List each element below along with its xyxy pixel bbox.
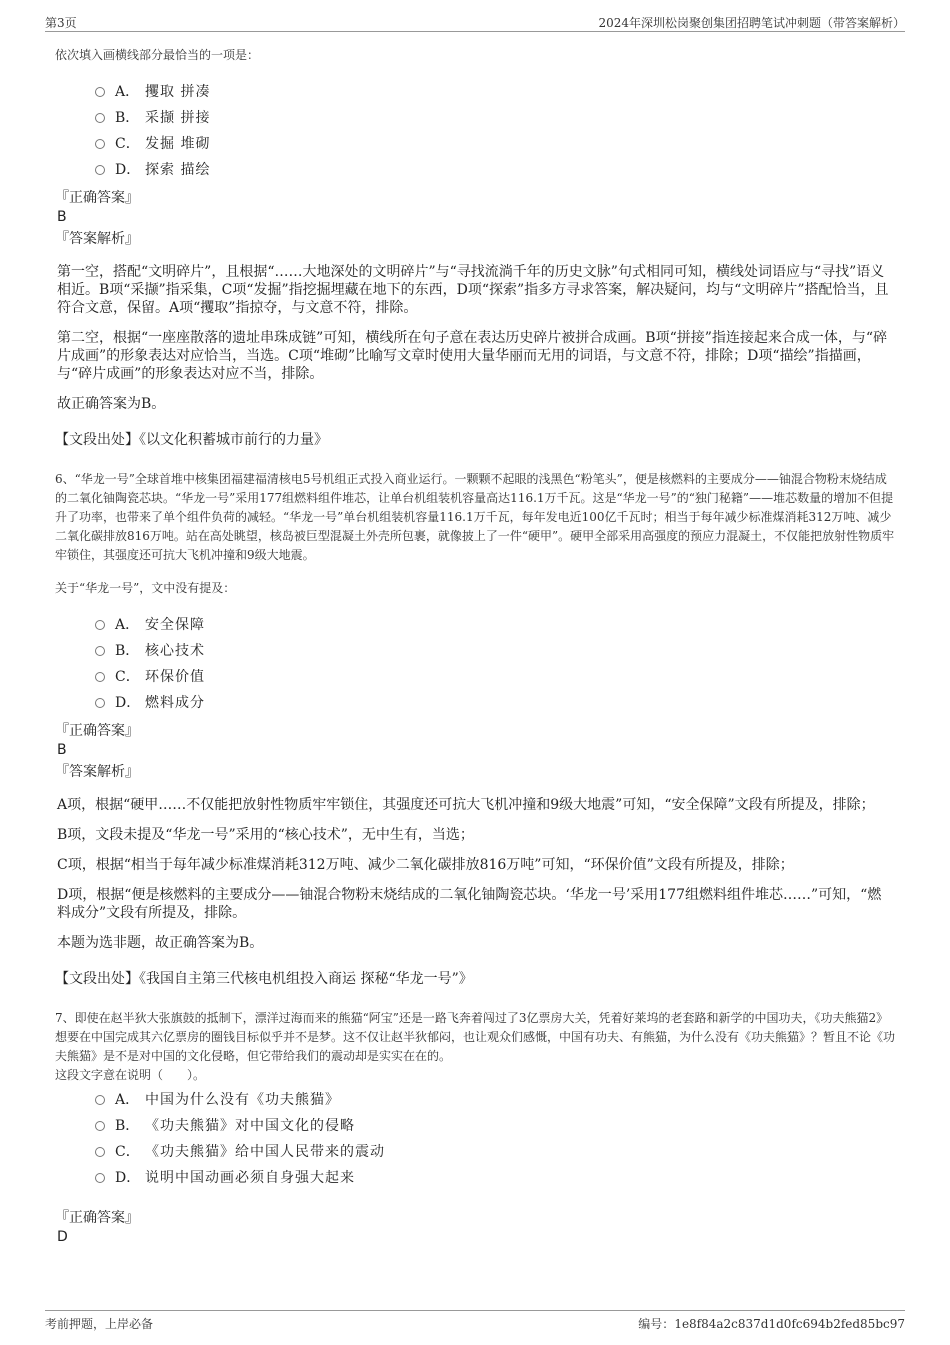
option-letter: A． (115, 617, 140, 633)
answer-label: 『正确答案』 (55, 190, 139, 206)
radio-button[interactable] (95, 620, 105, 630)
document-code (638, 1315, 905, 1332)
document-title: 2024年深圳松岗聚创集团招聘笔试冲刺题（带答案解析） (598, 16, 905, 30)
page-footer (45, 1310, 905, 1332)
option-d[interactable] (95, 689, 895, 715)
explanation-paragraph: A项，根据“硬甲……不仅能把放射性物质牢牢锁住，其强度还可抗大飞机冲撞和9级大地震”可知，“安全保障”文段有所提及，排除； (57, 797, 875, 813)
option-a[interactable] (95, 611, 895, 637)
question-stem: 6、“华龙一号”全球首堆中核集团福建福清核电5号机组正式投入商业运行。一颗颗不起眼的浅黑色“粉笔头”，便是核燃料的主要成分——铀混合物粉末烧结成的二氧化铀陶瓷芯块。“华龙一号”采用177组燃料组件堆芯，让单台机组装机容量高达116.1万千瓦。这是“华龙一号”的“独门秘籍”——堆芯数量的增加不但提升了功率，也带来了单个组件负荷的减轻。“华龙一号”单台机组装机容量116.1万千瓦，每年发电近100亿千瓦时；相当于每年减少标准煤消耗312万吨、减少二氧化碳排放816万吨。站在高处眺望，核岛被巨型混凝土外壳所包裹，就像披上了一件“硬甲”。硬甲全部采用高强度的预应力混凝土，不仅能把放射性物质牢牢锁住，其强度还可抗大飞机冲撞和9级大地震。 (55, 472, 895, 562)
option-text: 核心技术 (145, 643, 205, 659)
explanation-label: 『答案解析』 (55, 764, 139, 780)
option-letter: D． (115, 1170, 141, 1186)
option-letter: B． (115, 110, 140, 126)
option-text: 中国为什么没有《功夫熊猫》 (145, 1092, 340, 1108)
option-text: 采撷 拼接 (145, 110, 211, 126)
radio-button[interactable] (95, 698, 105, 708)
radio-button[interactable] (95, 1095, 105, 1105)
option-letter: B． (115, 1118, 140, 1134)
options-list (95, 78, 895, 182)
option-c[interactable] (95, 663, 895, 689)
radio-button[interactable] (95, 165, 105, 175)
question-prompt: 这段文字意在说明（ ）。 (55, 1068, 206, 1082)
document-body (55, 46, 895, 1246)
options-list (95, 611, 895, 715)
option-b[interactable] (95, 637, 895, 663)
source-citation: 【文段出处】《我国自主第三代核电机组投入商运 探秘“华龙一号”》 (55, 971, 473, 987)
radio-button[interactable] (95, 113, 105, 123)
explanation-paragraph: C项，根据“相当于每年减少标准煤消耗312万吨、减少二氧化碳排放816万吨”可知，“环保价值”文段有所提及，排除； (57, 857, 794, 873)
page-header (45, 12, 905, 32)
option-text: 发掘 堆砌 (145, 136, 211, 152)
question-7 (55, 1009, 895, 1246)
option-letter: D． (115, 162, 141, 178)
option-d[interactable] (95, 1164, 895, 1190)
option-letter: C． (115, 669, 140, 685)
radio-button[interactable] (95, 139, 105, 149)
question-5 (55, 46, 895, 450)
question-prompt: 依次填入画横线部分最恰当的一项是： (55, 48, 260, 62)
radio-button[interactable] (95, 672, 105, 682)
option-text: 《功夫熊猫》给中国人民带来的震动 (145, 1144, 385, 1160)
option-text: 环保价值 (145, 669, 205, 685)
option-letter: A． (115, 1092, 140, 1108)
option-letter: A． (115, 84, 140, 100)
explanation-paragraph: B项，文段未提及“华龙一号”采用的“核心技术”，无中生有，当选； (57, 827, 474, 843)
answer-label: 『正确答案』 (55, 1210, 139, 1226)
source-citation: 【文段出处】《以文化积蓄城市前行的力量》 (55, 432, 328, 448)
radio-button[interactable] (95, 1147, 105, 1157)
explanation-paragraph: 第一空，搭配“文明碎片”，且根据“……大地深处的文明碎片”与“寻找流淌千年的历史文脉”句式相同可知，横线处词语应与“寻找”语义相近。B项“采撷”指采集，C项“发掘”指挖掘埋藏在地下的东西，D项“探索”指多方寻求答案，解决疑问，均与“文明碎片”搭配恰当，且符合文意，保留。A项“攫取”指掠夺，与文意不符，排除。 (57, 264, 889, 316)
option-text: 攫取 拼凑 (145, 84, 211, 100)
page-number: 第3页 (45, 16, 77, 30)
code-value: 1e8f84a2c837d1d0fc694b2fed85bc97 (674, 1317, 905, 1331)
options-list (95, 1086, 895, 1190)
answer-value: B (57, 742, 67, 758)
option-text: 安全保障 (145, 617, 205, 633)
answer-value: B (57, 209, 67, 225)
option-c[interactable] (95, 1138, 895, 1164)
explanation-label: 『答案解析』 (55, 231, 139, 247)
radio-button[interactable] (95, 646, 105, 656)
question-prompt: 关于“华龙一号”，文中没有提及： (55, 581, 236, 595)
answer-value: D (57, 1229, 68, 1245)
option-text: 说明中国动画必须自身强大起来 (145, 1170, 355, 1186)
footer-slogan: 考前押题，上岸必备 (45, 1317, 154, 1331)
option-text: 探索 描绘 (145, 162, 211, 178)
option-letter: C． (115, 136, 140, 152)
option-b[interactable] (95, 104, 895, 130)
option-d[interactable] (95, 156, 895, 182)
radio-button[interactable] (95, 1121, 105, 1131)
explanation-paragraph: 故正确答案为B。 (57, 396, 166, 412)
option-letter: B． (115, 643, 140, 659)
option-letter: C． (115, 1144, 140, 1160)
explanation-paragraph: D项，根据“便是核燃料的主要成分——铀混合物粉末烧结成的二氧化铀陶瓷芯块。‘华龙一号’采用177组燃料组件堆芯……”可知，“燃料成分”文段有所提及，排除。 (57, 887, 882, 921)
answer-label: 『正确答案』 (55, 723, 139, 739)
explanation-paragraph: 第二空，根据“一座座散落的遗址串珠成链”可知，横线所在句子意在表达历史碎片被拼合成画。B项“拼接”指连接起来合成一体，与“碎片成画”的形象表达对应恰当，当选。C项“堆砌”比喻写文章时使用大量华丽而无用的词语，与文意不符，排除；D项“描绘”指描画，与“碎片成画”的形象表达对应不当，排除。 (57, 330, 888, 382)
option-text: 燃料成分 (145, 695, 205, 711)
code-label: 编号： (638, 1317, 675, 1331)
option-c[interactable] (95, 130, 895, 156)
option-b[interactable] (95, 1112, 895, 1138)
option-letter: D． (115, 695, 141, 711)
radio-button[interactable] (95, 1173, 105, 1183)
option-a[interactable] (95, 78, 895, 104)
explanation-paragraph: 本题为选非题，故正确答案为B。 (57, 935, 264, 951)
option-a[interactable] (95, 1086, 895, 1112)
question-stem: 7、即使在赵半狄大张旗鼓的抵制下，漂洋过海而来的熊猫“阿宝”还是一路飞奔着闯过了3亿票房大关，凭着好莱坞的老套路和新学的中国功夫，《功夫熊猫2》想要在中国完成其六亿票房的圈钱目标似乎并不是梦。这不仅让赵半狄郁闷，也让观众们感慨，中国有功夫、有熊猫，为什么没有《功夫熊猫》？暂且不论《功夫熊猫》是不是对中国的文化侵略，但它带给我们的震动却是实实在在的。 (55, 1011, 896, 1063)
radio-button[interactable] (95, 87, 105, 97)
option-text: 《功夫熊猫》对中国文化的侵略 (145, 1118, 355, 1134)
question-6 (55, 470, 895, 989)
